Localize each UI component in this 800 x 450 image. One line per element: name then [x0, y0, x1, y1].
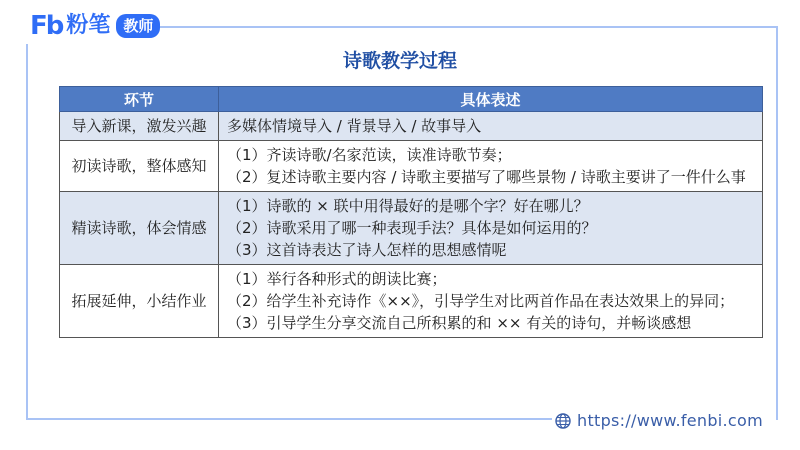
stage-cell: 导入新课，激发兴趣	[60, 112, 219, 141]
footer-link[interactable]	[555, 411, 763, 430]
table-row	[60, 141, 763, 192]
globe-icon	[555, 413, 571, 429]
stage-cell: 拓展延伸，小结作业	[60, 265, 219, 338]
logo-badge: 教师	[116, 14, 160, 38]
frame-left-line	[26, 44, 28, 420]
brand-logo	[30, 10, 160, 42]
header-stage: 环节	[60, 87, 219, 112]
detail-line: （2）给学生补充诗作《××》，引导学生对比两首作品在表达效果上的异同；	[227, 292, 735, 310]
detail-cell	[219, 112, 763, 141]
detail-line: （1）举行各种形式的朗读比赛；	[227, 270, 447, 288]
frame-top-line	[160, 26, 778, 28]
detail-line: （3）这首诗表达了诗人怎样的思想感情呢	[227, 241, 507, 259]
stage-cell: 初读诗歌，整体感知	[60, 141, 219, 192]
detail-cell	[219, 192, 763, 265]
detail-cell	[219, 265, 763, 338]
teaching-process-table	[59, 86, 763, 338]
stage-cell: 精读诗歌，体会情感	[60, 192, 219, 265]
table-row	[60, 112, 763, 141]
frame-bottom-line	[26, 418, 552, 420]
detail-line: （2）诗歌采用了哪一种表现手法？具体是如何运用的？	[227, 219, 597, 237]
table-row	[60, 265, 763, 338]
page-title: 诗歌教学过程	[342, 50, 457, 72]
table-row	[60, 192, 763, 265]
logo-name: 粉笔	[66, 13, 111, 38]
detail-line: （3）引导学生分享交流自己所积累的和 ×× 有关的诗句，并畅谈感想	[227, 314, 692, 332]
frame-right-line	[776, 26, 778, 420]
logo-mark: Fb	[30, 11, 63, 41]
detail-line: 多媒体情境导入 / 背景导入 / 故事导入	[227, 117, 482, 135]
detail-line: （1）诗歌的 × 联中用得最好的是哪个字？好在哪儿？	[227, 197, 589, 215]
footer-url[interactable]: https://www.fenbi.com	[577, 411, 764, 430]
header-detail: 具体表述	[219, 87, 763, 112]
table-header-row	[60, 87, 763, 112]
detail-line: （2）复述诗歌主要内容 / 诗歌主要描写了哪些景物 / 诗歌主要讲了一件什么事	[227, 168, 746, 186]
detail-cell	[219, 141, 763, 192]
detail-line: （1）齐读诗歌/名家范读，读准诗歌节奏；	[227, 146, 512, 164]
